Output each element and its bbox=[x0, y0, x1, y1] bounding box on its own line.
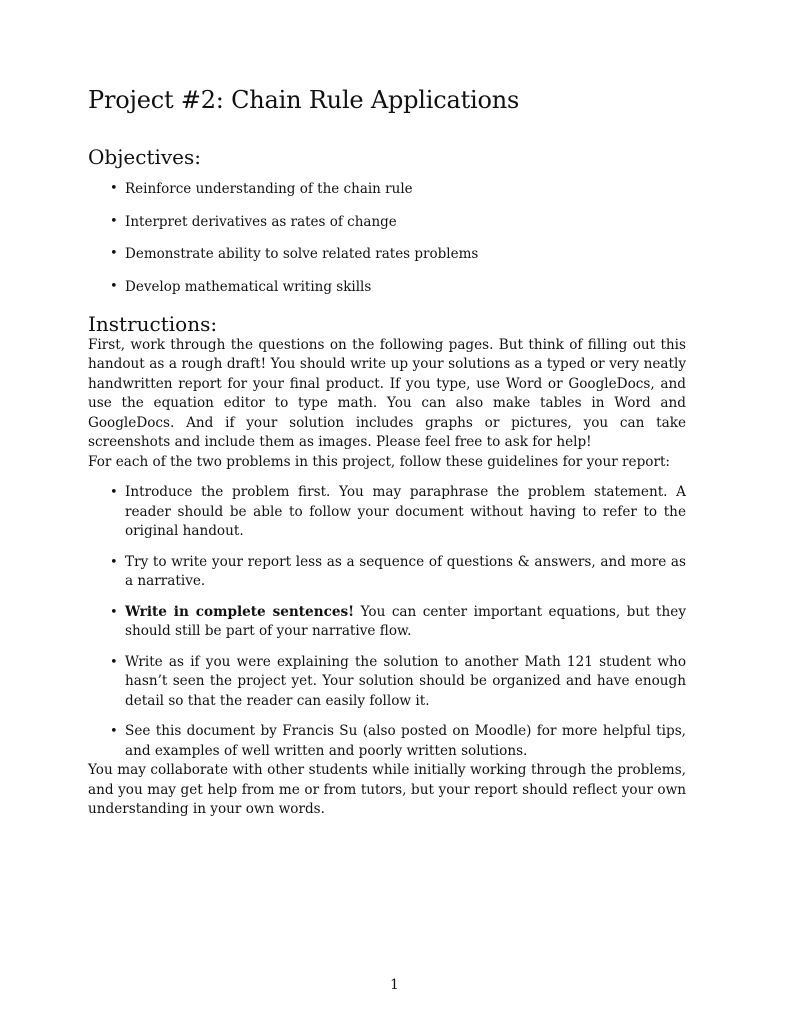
objective-text: Reinforce understanding of the chain rule bbox=[125, 181, 413, 197]
guideline-text: You can center important equations, but they should still be part of your narrative flow. bbox=[125, 603, 687, 639]
list-item bbox=[88, 722, 686, 761]
bullet-icon: • bbox=[110, 654, 118, 670]
guidelines-list bbox=[88, 483, 686, 761]
objectives-heading: Objectives: bbox=[88, 145, 202, 169]
guidelines-intro: For each of the two problems in this project, follow these guidelines for your report: bbox=[88, 453, 671, 470]
bullet-icon: • bbox=[110, 554, 118, 570]
page-title: Project #2: Chain Rule Applications bbox=[88, 86, 520, 114]
list-item bbox=[88, 180, 686, 198]
guideline-text: Try to write your report less as a sequence of questions & answers, and more as a narrative. bbox=[125, 553, 686, 589]
bullet-icon: • bbox=[110, 724, 118, 739]
list-item bbox=[88, 483, 686, 542]
guideline-bold: Write in complete sentences! bbox=[125, 603, 355, 620]
instructions-paragraph: First, work through the questions on the following pages. But think of filling out this handout as a rough draft! You should write up your solutions as a typed or very neatly handwritten report for your final product. If you type, use Word or GoogleDocs, and use the equation editor to type math. You can also make tables in Word and GoogleDocs. And if your solution includes graphs or pictures, you can take screenshots and include them as images. Please feel free to ask for help! bbox=[88, 336, 686, 450]
bullet-icon: • bbox=[110, 604, 118, 620]
objective-text: Demonstrate ability to solve related rates problems bbox=[125, 246, 479, 262]
page-number: 1 bbox=[390, 977, 399, 993]
guideline-text: See this document by Francis Su (also posted on Moodle) for more helpful tips, and examples of well written and poorly written solutions. bbox=[125, 723, 686, 759]
objectives-list bbox=[88, 180, 686, 296]
list-item bbox=[88, 653, 686, 712]
document-page bbox=[88, 86, 686, 820]
bullet-icon: • bbox=[110, 181, 118, 196]
list-item bbox=[88, 553, 686, 592]
instructions-heading: Instructions: bbox=[88, 311, 218, 336]
list-item bbox=[88, 278, 686, 296]
objective-text: Interpret derivatives as rates of change bbox=[125, 213, 397, 230]
list-item bbox=[88, 245, 686, 263]
objective-text: Develop mathematical writing skills bbox=[125, 278, 372, 295]
collaboration-paragraph: You may collaborate with other students while initially working through the problems, and you may get help from me or from tutors, but your report should reflect your own understanding in your own words. bbox=[88, 762, 686, 817]
list-item bbox=[88, 213, 686, 231]
bullet-icon: • bbox=[110, 246, 118, 261]
bullet-icon: • bbox=[110, 485, 118, 500]
guideline-text: Write as if you were explaining the solution to another Math 121 student who hasn’t seen the project yet. Your solution should be organized and have enough detail so that the reader can easily follow it. bbox=[125, 653, 686, 709]
list-item bbox=[88, 603, 686, 642]
bullet-icon: • bbox=[110, 213, 118, 229]
bullet-icon: • bbox=[110, 278, 118, 294]
guideline-text: Introduce the problem first. You may paraphrase the problem statement. A reader should be able to follow your document without having to refer to the original handout. bbox=[125, 484, 686, 539]
